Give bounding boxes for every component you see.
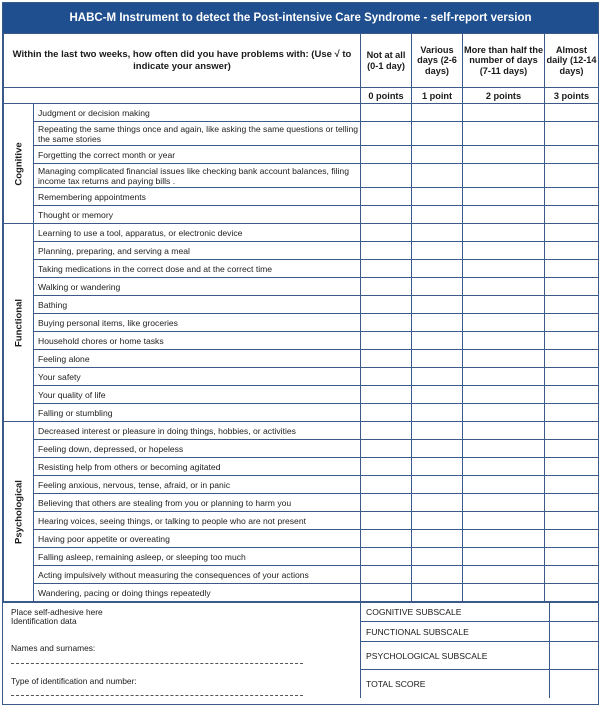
item-row (4, 260, 599, 278)
item-text: Bathing (34, 296, 361, 314)
answer-cell[interactable] (361, 350, 412, 368)
column-header-almost-daily: Almost daily (12-14 days) (545, 34, 599, 88)
answer-cell[interactable] (361, 188, 412, 206)
answer-cell[interactable] (463, 206, 545, 224)
column-header-not-at-all: Not at all (0-1 day) (361, 34, 412, 88)
answer-cell[interactable] (545, 422, 599, 440)
answer-cell[interactable] (463, 530, 545, 548)
points-label: 0 points (361, 88, 412, 104)
item-row (4, 206, 599, 224)
footer (3, 602, 598, 698)
answer-cell[interactable] (463, 332, 545, 350)
functional-subscale-box[interactable] (550, 622, 598, 641)
answer-cell[interactable] (412, 350, 463, 368)
answer-cell[interactable] (361, 476, 412, 494)
answer-cell[interactable] (463, 104, 545, 122)
answer-cell[interactable] (463, 584, 545, 602)
item-text: Having poor appetite or overeating (34, 530, 361, 548)
answer-cell[interactable] (463, 548, 545, 566)
answer-cell[interactable] (545, 368, 599, 386)
item-text: Household chores or home tasks (34, 332, 361, 350)
answer-cell[interactable] (412, 224, 463, 242)
psychological-subscale-label: PSYCHOLOGICAL SUBSCALE (361, 642, 550, 669)
item-row (4, 224, 599, 242)
answer-cell[interactable] (412, 332, 463, 350)
item-row (4, 530, 599, 548)
answer-cell[interactable] (412, 314, 463, 332)
answer-cell[interactable] (463, 242, 545, 260)
answer-cell[interactable] (412, 368, 463, 386)
item-text: Believing that others are stealing from you or planning to harm you (34, 494, 361, 512)
answer-cell[interactable] (361, 530, 412, 548)
item-text: Managing complicated financial issues like checking bank account balances, filing income tax returns and paying bills . (34, 164, 361, 188)
item-row (4, 584, 599, 602)
total-score-row (361, 670, 598, 698)
answer-cell[interactable] (463, 404, 545, 422)
item-row (4, 368, 599, 386)
answer-cell[interactable] (545, 104, 599, 122)
answer-cell[interactable] (361, 512, 412, 530)
answer-cell[interactable] (463, 494, 545, 512)
answer-cell[interactable] (412, 476, 463, 494)
total-score-box[interactable] (550, 670, 598, 698)
item-row (4, 242, 599, 260)
answer-cell[interactable] (463, 422, 545, 440)
answer-cell[interactable] (361, 584, 412, 602)
answer-cell[interactable] (361, 548, 412, 566)
item-text: Walking or wandering (34, 278, 361, 296)
points-label: 3 points (545, 88, 599, 104)
item-text: Judgment or decision making (34, 104, 361, 122)
answer-cell[interactable] (545, 314, 599, 332)
answer-cell[interactable] (463, 146, 545, 164)
adhesive-label: Place self-adhesive here (11, 607, 103, 617)
subscale-area (361, 603, 598, 698)
item-row (4, 512, 599, 530)
answer-cell[interactable] (412, 458, 463, 476)
item-text: Remembering appointments (34, 188, 361, 206)
answer-cell[interactable] (545, 188, 599, 206)
answer-cell[interactable] (545, 494, 599, 512)
item-row (4, 386, 599, 404)
answer-cell[interactable] (463, 164, 545, 188)
id-type-line[interactable] (11, 695, 303, 696)
answer-cell[interactable] (545, 512, 599, 530)
answer-cell[interactable] (361, 224, 412, 242)
answer-cell[interactable] (361, 278, 412, 296)
item-row (4, 188, 599, 206)
item-row (4, 104, 599, 122)
item-text: Buying personal items, like groceries (34, 314, 361, 332)
answer-cell[interactable] (545, 404, 599, 422)
answer-cell[interactable] (412, 206, 463, 224)
answer-cell[interactable] (463, 440, 545, 458)
item-row (4, 422, 599, 440)
answer-cell[interactable] (545, 278, 599, 296)
item-row (4, 494, 599, 512)
column-header-various-days: Various days (2-6 days) (412, 34, 463, 88)
points-row-spacer (4, 88, 361, 104)
cognitive-subscale-label: COGNITIVE SUBSCALE (361, 603, 550, 621)
section-label-cell (4, 224, 34, 422)
item-text: Forgetting the correct month or year (34, 146, 361, 164)
answer-cell[interactable] (545, 146, 599, 164)
answer-cell[interactable] (361, 368, 412, 386)
answer-cell[interactable] (463, 458, 545, 476)
identification-label: Identification data (11, 616, 77, 626)
section-label: Functional (13, 298, 24, 347)
answer-cell[interactable] (463, 566, 545, 584)
answer-cell[interactable] (361, 260, 412, 278)
answer-cell[interactable] (361, 458, 412, 476)
item-text: Falling or stumbling (34, 404, 361, 422)
answer-cell[interactable] (463, 512, 545, 530)
answer-cell[interactable] (545, 206, 599, 224)
item-row (4, 476, 599, 494)
answer-cell[interactable] (361, 296, 412, 314)
item-text: Feeling alone (34, 350, 361, 368)
answer-cell[interactable] (361, 440, 412, 458)
psychological-subscale-row (361, 642, 598, 670)
item-text: Hearing voices, seeing things, or talking to people who are not present (34, 512, 361, 530)
habc-m-form (2, 2, 599, 705)
answer-cell[interactable] (545, 332, 599, 350)
answer-cell[interactable] (463, 278, 545, 296)
answer-cell[interactable] (412, 566, 463, 584)
answer-cell[interactable] (412, 512, 463, 530)
section-label-cell (4, 422, 34, 602)
total-score-label: TOTAL SCORE (361, 670, 550, 698)
answer-cell[interactable] (412, 164, 463, 188)
item-row (4, 164, 599, 188)
names-line[interactable] (11, 663, 303, 664)
item-text: Your safety (34, 368, 361, 386)
answer-cell[interactable] (361, 122, 412, 146)
answer-cell[interactable] (412, 422, 463, 440)
item-row (4, 440, 599, 458)
section-label: Psychological (13, 479, 24, 544)
item-row (4, 332, 599, 350)
item-row (4, 548, 599, 566)
section-label: Cognitive (13, 141, 24, 186)
answer-cell[interactable] (463, 368, 545, 386)
answer-cell[interactable] (412, 404, 463, 422)
item-text: Feeling down, depressed, or hopeless (34, 440, 361, 458)
answer-cell[interactable] (412, 386, 463, 404)
item-text: Falling asleep, remaining asleep, or sleeping too much (34, 548, 361, 566)
answer-cell[interactable] (463, 122, 545, 146)
cognitive-subscale-row (361, 603, 598, 622)
answer-cell[interactable] (361, 332, 412, 350)
functional-subscale-label: FUNCTIONAL SUBSCALE (361, 622, 550, 641)
answer-cell[interactable] (412, 260, 463, 278)
item-text: Taking medications in the correct dose and at the correct time (34, 260, 361, 278)
functional-subscale-row (361, 622, 598, 642)
answer-cell[interactable] (545, 440, 599, 458)
item-row (4, 566, 599, 584)
answer-cell[interactable] (545, 260, 599, 278)
item-text: Feeling anxious, nervous, tense, afraid, or in panic (34, 476, 361, 494)
item-row (4, 458, 599, 476)
identification-area (3, 603, 361, 698)
answer-cell[interactable] (545, 224, 599, 242)
answer-cell[interactable] (412, 440, 463, 458)
answer-cell[interactable] (361, 404, 412, 422)
questionnaire-table (3, 33, 599, 602)
answer-cell[interactable] (545, 530, 599, 548)
form-title: HABC-M Instrument to detect the Post-intensive Care Syndrome - self-report version (3, 3, 598, 33)
item-text: Repeating the same things once and again, like asking the same questions or telling the same stories (34, 122, 361, 146)
answer-cell[interactable] (545, 164, 599, 188)
answer-cell[interactable] (361, 386, 412, 404)
answer-cell[interactable] (545, 476, 599, 494)
answer-cell[interactable] (463, 350, 545, 368)
instructions: Within the last two weeks, how often did you have problems with: (Use √ to indicate your answer) (4, 34, 361, 88)
item-text: Wandering, pacing or doing things repeatedly (34, 584, 361, 602)
answer-cell[interactable] (463, 188, 545, 206)
item-text: Planning, preparing, and serving a meal (34, 242, 361, 260)
item-text: Acting impulsively without measuring the consequences of your actions (34, 566, 361, 584)
answer-cell[interactable] (463, 476, 545, 494)
item-text: Your quality of life (34, 386, 361, 404)
answer-cell[interactable] (463, 296, 545, 314)
item-text: Thought or memory (34, 206, 361, 224)
points-label: 1 point (412, 88, 463, 104)
names-label: Names and surnames: (11, 643, 96, 653)
answer-cell[interactable] (412, 494, 463, 512)
item-text: Decreased interest or pleasure in doing things, hobbies, or activities (34, 422, 361, 440)
answer-cell[interactable] (361, 146, 412, 164)
answer-cell[interactable] (361, 494, 412, 512)
answer-cell[interactable] (361, 164, 412, 188)
answer-cell[interactable] (361, 104, 412, 122)
item-text: Resisting help from others or becoming agitated (34, 458, 361, 476)
answer-cell[interactable] (545, 350, 599, 368)
answer-cell[interactable] (545, 566, 599, 584)
answer-cell[interactable] (545, 458, 599, 476)
answer-cell[interactable] (361, 242, 412, 260)
item-text: Learning to use a tool, apparatus, or electronic device (34, 224, 361, 242)
item-row (4, 314, 599, 332)
answer-cell[interactable] (361, 206, 412, 224)
item-row (4, 350, 599, 368)
answer-cell[interactable] (361, 566, 412, 584)
answer-cell[interactable] (545, 242, 599, 260)
points-label: 2 points (463, 88, 545, 104)
answer-cell[interactable] (412, 530, 463, 548)
answer-cell[interactable] (545, 122, 599, 146)
column-header-more-than-half: More than half the number of days (7-11 days) (463, 34, 545, 88)
answer-cell[interactable] (463, 314, 545, 332)
answer-cell[interactable] (412, 188, 463, 206)
answer-cell[interactable] (412, 146, 463, 164)
answer-cell[interactable] (412, 548, 463, 566)
answer-cell[interactable] (545, 548, 599, 566)
answer-cell[interactable] (412, 296, 463, 314)
item-row (4, 404, 599, 422)
answer-cell[interactable] (412, 584, 463, 602)
answer-cell[interactable] (412, 104, 463, 122)
psychological-subscale-box[interactable] (550, 642, 598, 669)
answer-cell[interactable] (463, 386, 545, 404)
item-row (4, 296, 599, 314)
answer-cell[interactable] (545, 584, 599, 602)
cognitive-subscale-box[interactable] (550, 603, 598, 621)
item-row (4, 122, 599, 146)
answer-cell[interactable] (463, 260, 545, 278)
answer-cell[interactable] (545, 296, 599, 314)
answer-cell[interactable] (412, 122, 463, 146)
item-row (4, 278, 599, 296)
id-type-label: Type of identification and number: (11, 676, 137, 686)
answer-cell[interactable] (545, 386, 599, 404)
answer-cell[interactable] (463, 224, 545, 242)
answer-cell[interactable] (361, 314, 412, 332)
answer-cell[interactable] (361, 422, 412, 440)
item-row (4, 146, 599, 164)
section-label-cell (4, 104, 34, 224)
answer-cell[interactable] (412, 242, 463, 260)
answer-cell[interactable] (412, 278, 463, 296)
